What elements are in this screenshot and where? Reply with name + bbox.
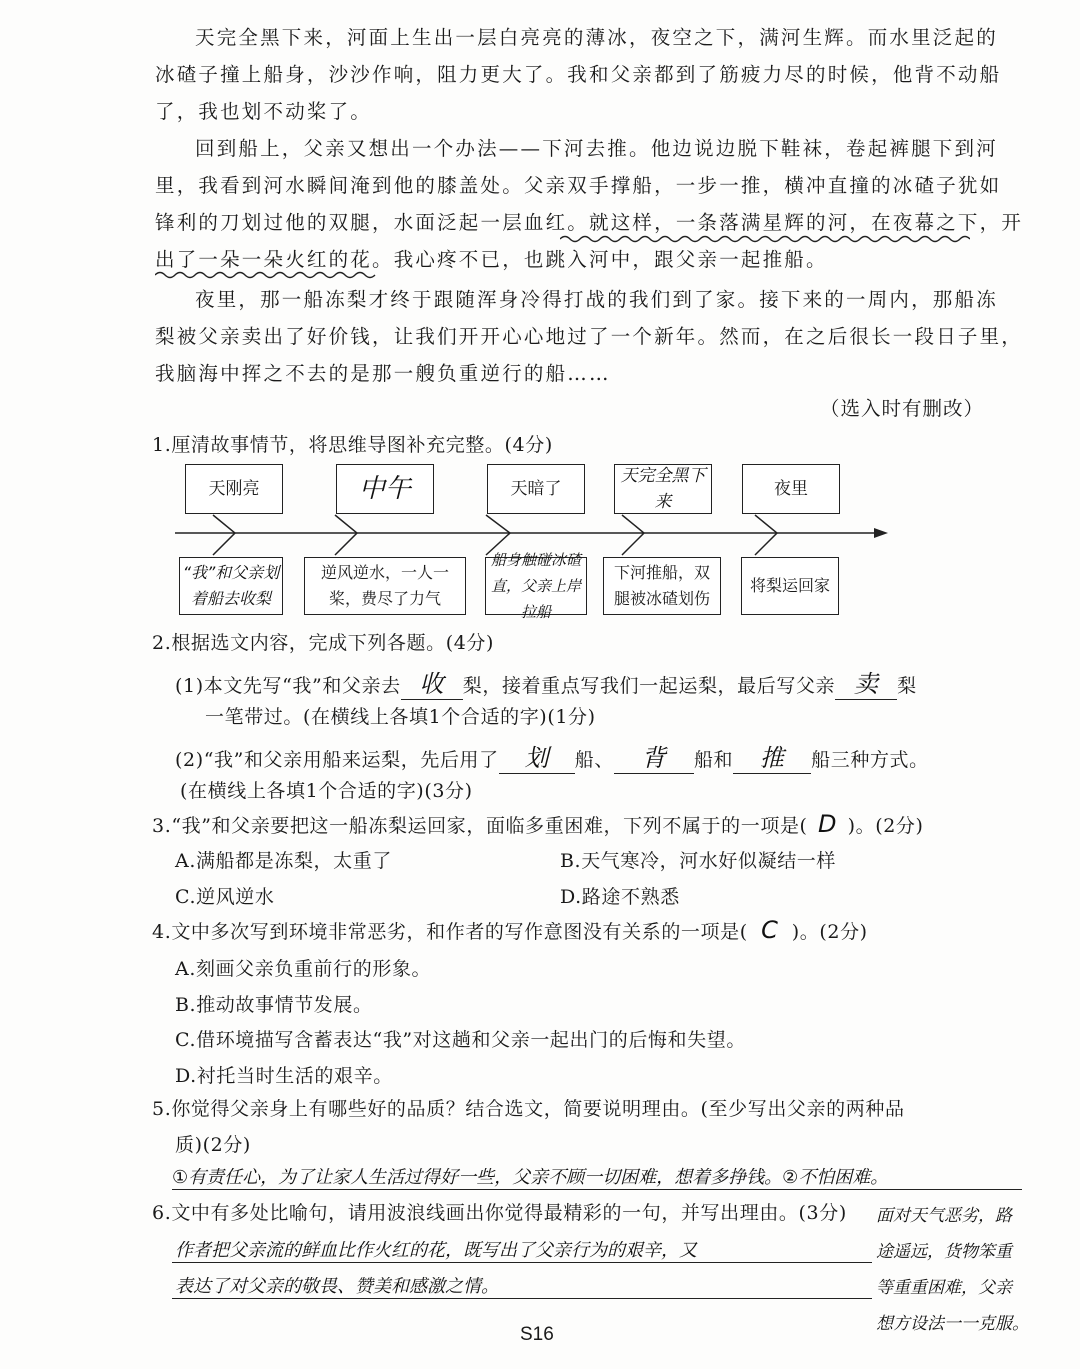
- q2-1-text-c: 梨: [897, 675, 917, 697]
- q3-end: )。(2分): [847, 815, 924, 837]
- q3-option-b: B.天气寒冷，河水好似凝结一样: [560, 850, 837, 872]
- page-number: S16: [520, 1324, 554, 1345]
- q4-option-c: C.借环境描写含蓄表达“我”对这趟和父亲一起出门的后悔和失望。: [175, 1029, 746, 1051]
- q2-2-answer-2: 背: [614, 738, 694, 774]
- question-3: [152, 810, 924, 838]
- event-2-line-1: 逆风逆水，一人一: [320, 563, 449, 582]
- event-2-line-2: 桨，费尽了力气: [328, 589, 441, 608]
- q6-side-line-2: 途遥远，货物笨重: [876, 1242, 1012, 1262]
- q6-line-2: [172, 1298, 872, 1299]
- event-box-2: [304, 557, 466, 615]
- question-4: [152, 916, 868, 944]
- question-6: 6.文中有多处比喻句，请用波浪线画出你觉得最精彩的一句，并写出理由。(3分): [152, 1202, 847, 1224]
- event-3-line-2: 直，父亲上岸拉船: [490, 577, 581, 621]
- passage-line-1: 天完全黑下来，河面上生出一层白亮亮的薄冰，夜空之下，满河生辉。而水里泛起的: [195, 26, 998, 49]
- passage-line-7: [155, 244, 828, 272]
- event-box-5: [741, 557, 839, 615]
- timeline-box-dawn: 天刚亮: [185, 464, 283, 514]
- q2-1-text-a: (1)本文先写“我”和父亲去: [175, 675, 401, 697]
- q6-answer-line-1: 作者把父亲流的鲜血比作火红的花，既写出了父亲行为的艰辛，又: [175, 1240, 697, 1261]
- q2-2-answer-1: 划: [499, 738, 575, 774]
- q2-2-text-a: (2)“我”和父亲用船来运梨，先后用了: [175, 749, 499, 771]
- event-1-line-2: 着船去收梨: [190, 589, 271, 608]
- q6-answer-line-2: 表达了对父亲的敬畏、赞美和感激之情。: [175, 1276, 499, 1297]
- q3-answer: D: [818, 810, 838, 838]
- metaphor-sentence-part1: 就这样，一条落满星辉的河，在夜幕之下，开: [589, 211, 1024, 234]
- q2-2-text-b: 船、: [574, 749, 614, 771]
- passage-line-5: 里，我看到河水瞬间淹到他的膝盖处。父亲双手撑船，一步一推，横冲直撞的冰碴子犹如: [155, 174, 1002, 197]
- event-4-line-2: 腿被冰碴划伤: [613, 589, 710, 608]
- passage-line-6-text: 锋利的刀划过他的双腿，水面泛起一层血红。: [155, 211, 590, 234]
- metaphor-sentence-part2: 出了一朵一朵火红的花。: [155, 248, 394, 271]
- question-2-1-note: 一笔带过。(在横线上各填1个合适的字)(1分): [205, 706, 596, 728]
- q4-end: )。(2分): [791, 921, 868, 943]
- event-3-line-1: 船身触碰冰碴: [490, 551, 581, 569]
- q2-1-answer-1: 收: [401, 664, 463, 700]
- event-box-3: [485, 551, 587, 621]
- q2-2-text-d: 船三种方式。: [811, 749, 929, 771]
- timeline-box-dark: 天完全黑下来: [614, 464, 712, 514]
- q6-side-line-3: 等重重困难，父亲: [876, 1278, 1012, 1298]
- q4-option-d: D.衬托当时生活的艰辛。: [175, 1065, 393, 1087]
- wavy-underline-1: [560, 234, 970, 244]
- passage-line-9: 梨被父亲卖出了好价钱，让我们开开心心地过了一个新年。然而，在之后很长一段日子里，: [155, 325, 1024, 348]
- q2-2-text-c: 船和: [693, 749, 734, 771]
- q3-option-c: C.逆风逆水: [175, 886, 275, 908]
- wavy-underline-2: [155, 270, 377, 280]
- question-5-cont: 质)(2分): [175, 1134, 251, 1156]
- passage-line-3: 了，我也划不动桨了。: [155, 100, 373, 123]
- passage-line-8: 夜里，那一船冻梨才终于跟随浑身冷得打战的我们到了家。接下来的一周内，那船冻: [195, 288, 998, 311]
- q2-1-answer-2: 卖: [835, 664, 897, 700]
- q4-text: 4.文中多次写到环境非常恶劣，和作者的写作意图没有关系的一项是(: [152, 921, 748, 943]
- event-box-1: [179, 557, 283, 615]
- event-5-line-1: 将梨运回家: [749, 576, 830, 595]
- q5-answer: ①有责任心，为了让家人生活过得好一些，父亲不顾一切困难，想着多挣钱。②不怕困难。: [172, 1167, 889, 1188]
- passage-line-7-text: 我心疼不已，也跳入河中，跟父亲一起推船。: [393, 248, 828, 271]
- passage-line-6: [155, 207, 1023, 235]
- timeline-box-dusk: 天暗了: [487, 464, 585, 514]
- q4-option-a: A.刻画父亲负重前行的形象。: [175, 958, 432, 980]
- question-2: 2.根据选文内容，完成下列各题。(4分): [152, 632, 495, 654]
- q3-option-a: A.满船都是冻梨，太重了: [175, 850, 392, 872]
- q4-answer: C: [761, 916, 779, 944]
- question-2-2-note: (在横线上各填1个合适的字)(3分): [180, 780, 473, 802]
- source-note: （选入时有删改）: [820, 397, 985, 420]
- timeline-box-night: 夜里: [742, 464, 840, 514]
- timeline-box-noon: 中午: [336, 464, 434, 514]
- q6-side-note: [876, 1198, 1029, 1342]
- event-1-line-1: “我”和父亲划: [182, 563, 280, 582]
- q6-side-line-1: 面对天气恶劣，路: [876, 1206, 1012, 1226]
- event-4-line-1: 下河推船，双: [613, 563, 710, 582]
- question-1: 1.厘清故事情节，将思维导图补充完整。(4分): [152, 434, 553, 456]
- q5-answer-line: [172, 1189, 1022, 1190]
- q2-1-text-b: 梨，接着重点写我们一起运梨，最后写父亲: [462, 675, 836, 697]
- passage-line-2: 冰碴子撞上船身，沙沙作响，阻力更大了。我和父亲都到了筋疲力尽的时候，他背不动船: [155, 63, 1002, 86]
- q3-option-d: D.路途不熟悉: [560, 886, 680, 908]
- event-box-4: [603, 557, 721, 615]
- q3-text: 3.“我”和父亲要把这一船冻梨运回家，面临多重困难，下列不属于的一项是(: [152, 815, 808, 837]
- question-5: 5.你觉得父亲身上有哪些好的品质？结合选文，简要说明理由。(至少写出父亲的两种品: [152, 1098, 905, 1120]
- question-2-2: [175, 738, 929, 774]
- passage-line-4: 回到船上，父亲又想出一个办法——下河去推。他边说边脱下鞋袜，卷起裤腿下到河: [195, 137, 998, 160]
- q6-side-line-4: 想方设法一一克服。: [876, 1314, 1029, 1334]
- q2-2-answer-3: 推: [733, 738, 811, 774]
- question-2-1: [175, 664, 917, 700]
- q4-option-b: B.推动故事情节发展。: [175, 994, 373, 1016]
- q6-line-1: [172, 1262, 872, 1263]
- passage-line-10: 我脑海中挥之不去的是那一艘负重逆行的船……: [155, 362, 611, 385]
